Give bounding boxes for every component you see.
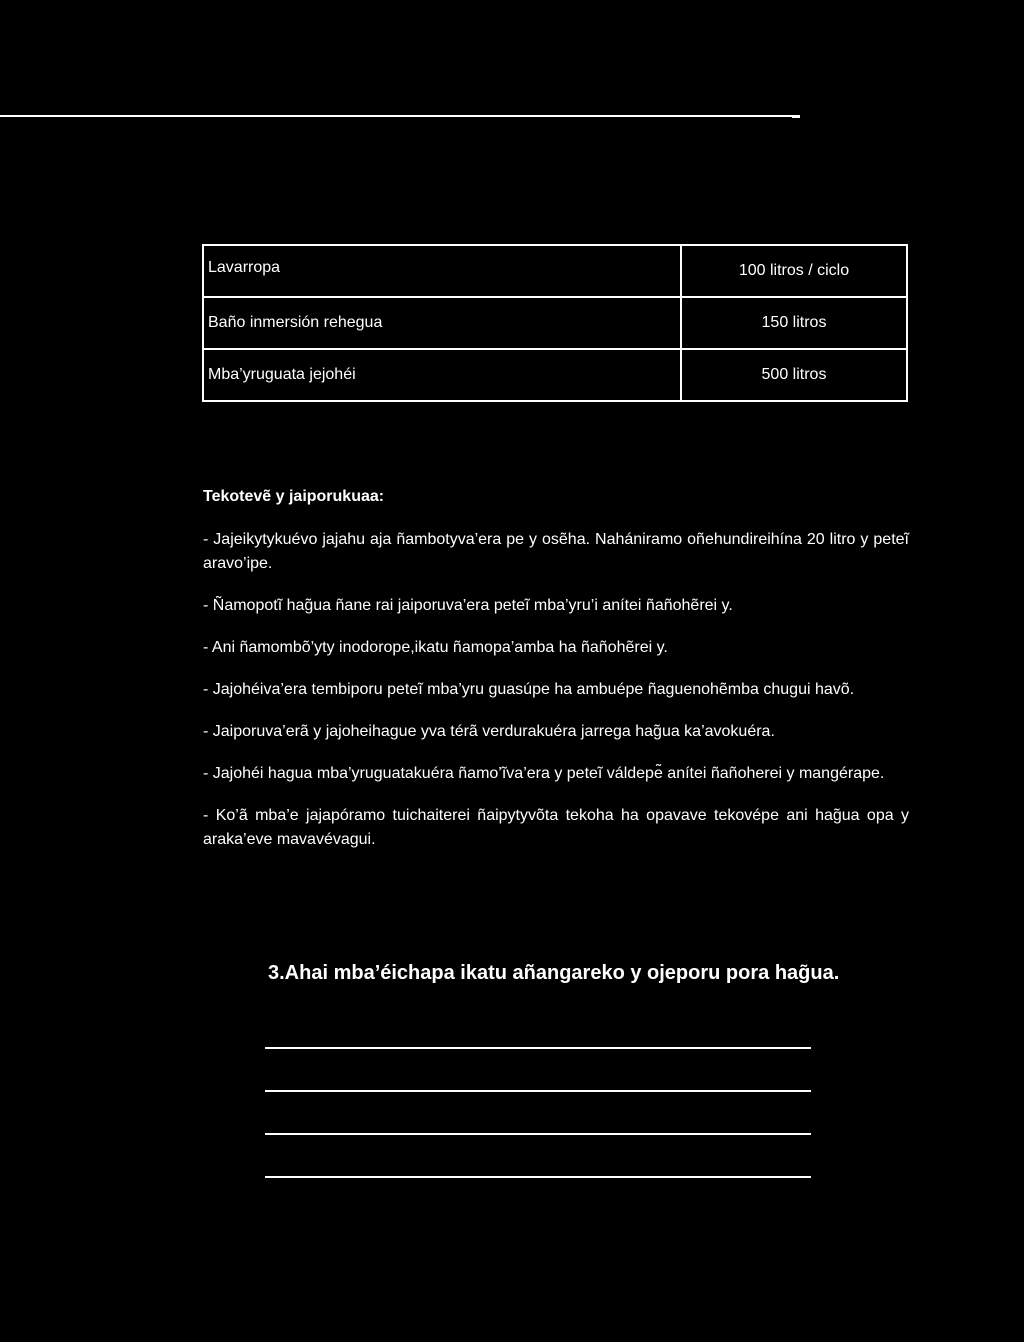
amount-cell: 150 litros (681, 297, 907, 349)
answer-line[interactable] (265, 1133, 811, 1135)
tip-item: - Ko’ã mba’e jajapóramo tuichaiterei ñaipytyvõta tekoha ha opavave tekovépe ani hag̃ua opa y araka’eve mavavévagui. (203, 807, 909, 848)
tip-item: - Jajohéi hagua mba’yruguatakuéra ñamo’ĩva’era y peteĩ váldepe͂ anítei ñañoherei y mangérape. (203, 765, 885, 782)
amount-cell: 100 litros / ciclo (681, 245, 907, 297)
tip-item: - Ñamopotĩ hag̃ua ñane rai jaiporuva’era peteĩ mba’yru’i anítei ñañohẽrei y. (203, 597, 733, 614)
answer-line[interactable] (265, 1176, 811, 1178)
water-tips-section (203, 486, 909, 870)
answer-line[interactable] (265, 1047, 811, 1049)
top-divider-tick (792, 115, 800, 118)
tip-item: - Jajohéiva’era tembiporu peteĩ mba’yru guasúpe ha ambuépe ñaguenohẽmba chugui havõ. (203, 681, 855, 698)
table-row (203, 297, 907, 349)
top-divider (0, 115, 792, 117)
tip-item: - Jajeikytykuévo jajahu aja ñambotyva’era pe y osẽha. Nahániramo oñehundireihína 20 litro y peteĩ aravo’ipe. (203, 531, 909, 572)
answer-line[interactable] (265, 1090, 811, 1092)
amount-cell: 500 litros (681, 349, 907, 401)
question-prompt: 3.Ahai mba’éichapa ikatu añangareko y ojeporu pora hag̃ua. (268, 962, 840, 984)
table-row (203, 245, 907, 297)
item-cell: Mba’yruguata jejohéi (203, 349, 681, 401)
tip-item: - Jaiporuva’erã y jajoheihague yva térã verdurakuéra jarrega hag̃ua ka’avokuéra. (203, 723, 775, 740)
water-usage-table (202, 244, 908, 402)
tip-item: - Ani ñamombo͂’yty inodorope,ikatu ñamopa’amba ha ñañohẽrei y. (203, 639, 668, 656)
section-heading: Tekotevẽ y jaiporukuaa: (203, 488, 385, 505)
item-cell: Lavarropa (203, 245, 681, 297)
item-cell: Baño inmersión rehegua (203, 297, 681, 349)
table-row (203, 349, 907, 401)
